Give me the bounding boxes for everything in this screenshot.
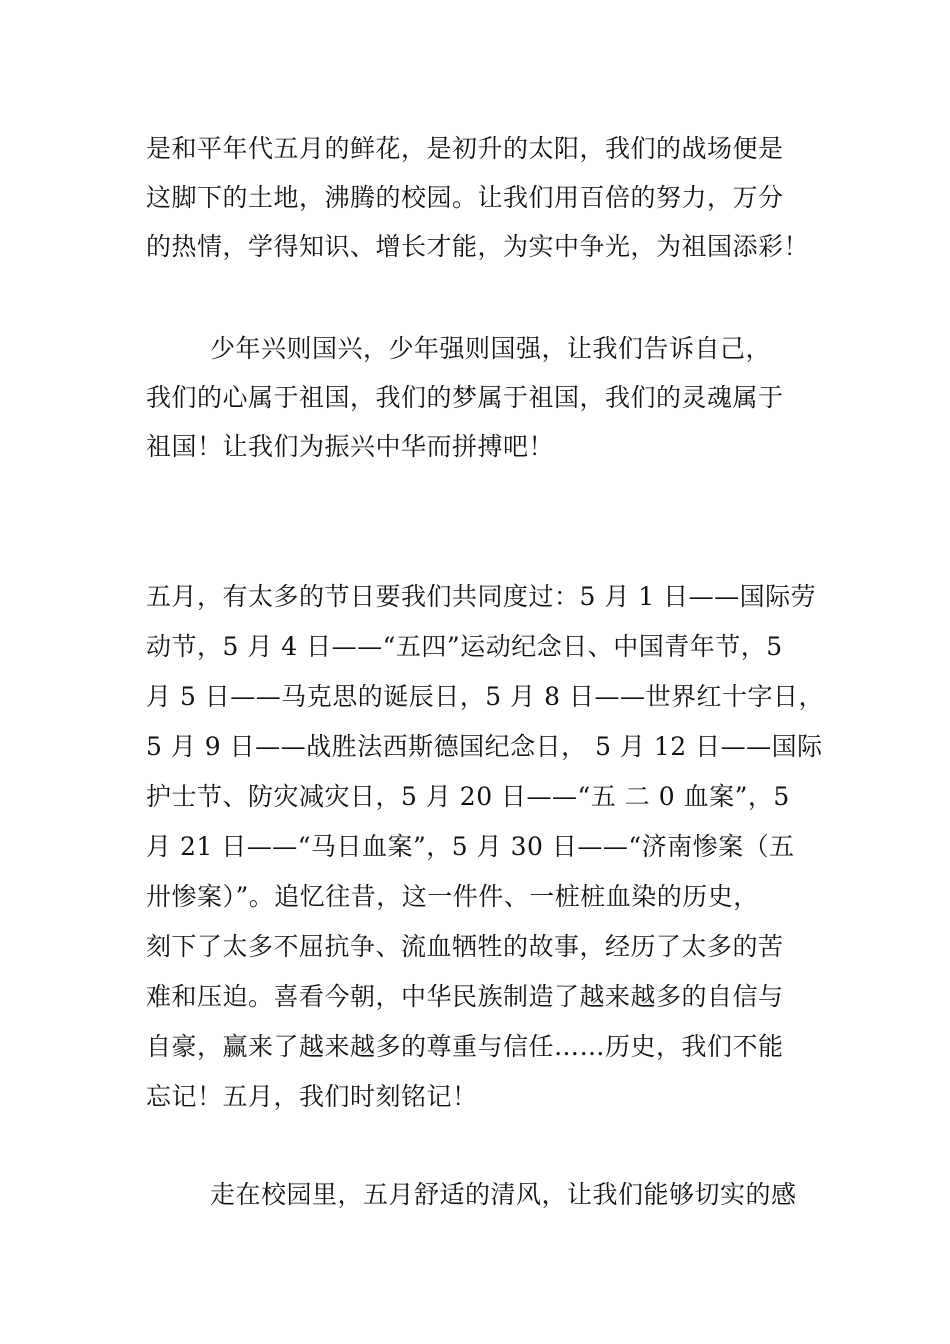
paragraph-2-line-2: 我们的心属于祖国，我们的梦属于祖国，我们的灵魂属于	[146, 383, 784, 412]
paragraph-3-line-8: 刻下了太多不屈抗争、流血牺牲的故事，经历了太多的苦	[146, 932, 784, 961]
paragraph-3-line-10: 自豪，赢来了越来越多的尊重与信任……历史，我们不能	[146, 1032, 784, 1061]
paragraph-3-line-11: 忘记！五月，我们时刻铭记！	[146, 1082, 478, 1111]
paragraph-2-line-1: 少年兴则国兴，少年强则国强，让我们告诉自己，	[210, 334, 772, 363]
paragraph-1-line-2: 这脚下的土地，沸腾的校园。让我们用百倍的努力，万分	[146, 183, 784, 212]
paragraph-1-line-1: 是和平年代五月的鲜花，是初升的太阳，我们的战场便是	[146, 134, 784, 163]
paragraph-3-line-4: 5 月 9 日——战胜法西斯德国纪念日， 5 月 12 日——国际	[146, 732, 823, 761]
paragraph-3-line-7: 卅惨案）”。追忆往昔，这一件件、一桩桩血染的历史，	[146, 882, 759, 911]
paragraph-3-line-5: 护士节、防灾减灾日，5 月 20 日——“五 二 0 血案”，5	[146, 782, 790, 811]
paragraph-3-line-3: 月 5 日——马克思的诞辰日，5 月 8 日——世界红十字日，	[146, 682, 824, 711]
paragraph-3-line-2: 动节，5 月 4 日——“五四”运动纪念日、中国青年节，5	[146, 632, 783, 661]
paragraph-2-line-3: 祖国！让我们为振兴中华而拼搏吧！	[146, 432, 555, 461]
paragraph-3-line-9: 难和压迫。喜看今朝，中华民族制造了越来越多的自信与	[146, 982, 784, 1011]
paragraph-1-line-3: 的热情，学得知识、增长才能，为实中争光，为祖国添彩！	[146, 232, 810, 261]
paragraph-4-line-1: 走在校园里，五月舒适的清风，让我们能够切实的感	[210, 1180, 797, 1209]
paragraph-3-line-6: 月 21 日——“马日血案”，5 月 30 日——“济南惨案（五	[146, 832, 795, 861]
paragraph-3-line-1: 五月，有太多的节日要我们共同度过：5 月 1 日——国际劳	[146, 582, 817, 611]
